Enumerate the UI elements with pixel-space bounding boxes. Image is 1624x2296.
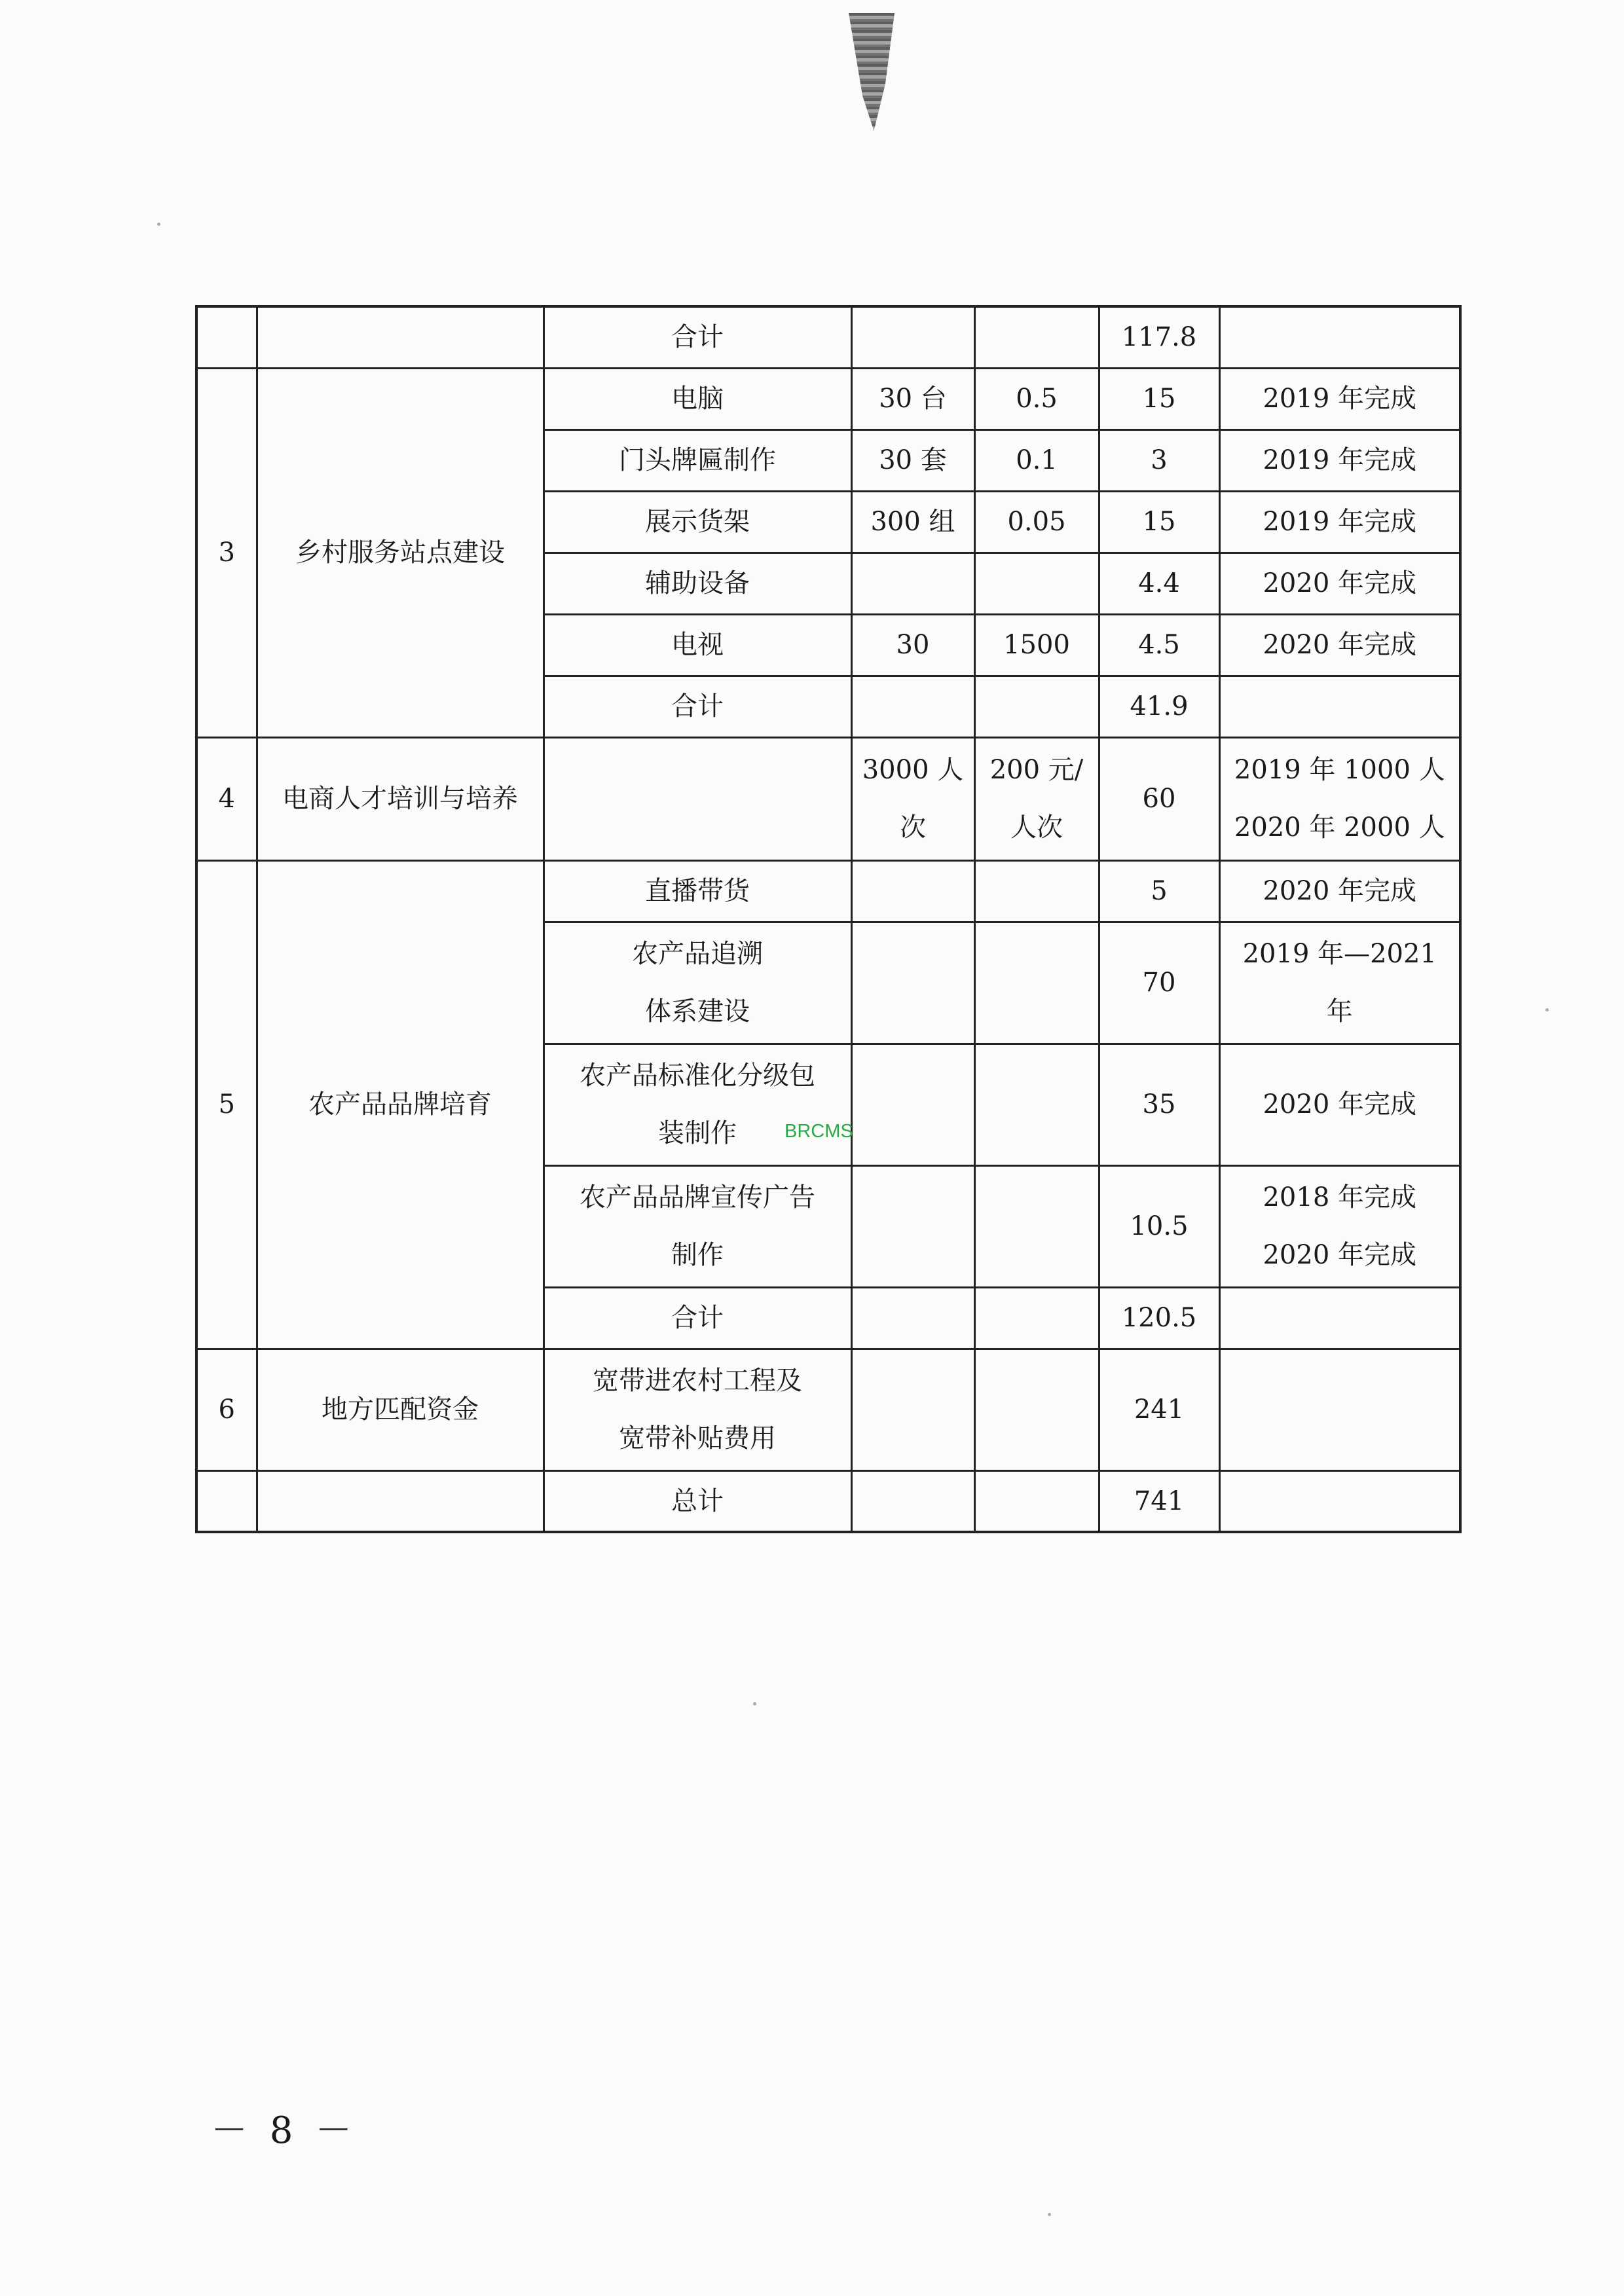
unit-price-cell [974,1470,1099,1532]
row-number-cell [196,306,257,368]
item-cell [544,368,851,429]
item-cell-text: 体系建设 [645,996,750,1027]
note-cell-text: 2018 年完成 [1263,1182,1416,1212]
item-cell-text: 宽带补贴费用 [619,1423,776,1453]
amount-cell-text: 41.9 [1130,691,1189,721]
scan-speck [1545,1008,1549,1011]
amount-cell [1099,922,1219,1044]
note-cell [1219,491,1460,553]
item-cell-text: 农产品标准化分级包 [580,1061,815,1091]
quantity-cell [851,368,974,429]
amount-cell [1099,491,1219,553]
item-cell-text: 制作 [671,1240,724,1270]
item-cell [544,1165,851,1287]
quantity-cell [851,1044,974,1165]
table-row [196,306,1460,368]
item-cell-text: 门头牌匾制作 [619,445,776,475]
unit-price-cell-text: 0.1 [1016,445,1058,475]
item-cell-text: 电视 [671,630,724,660]
table-row [196,1349,1460,1470]
unit-price-cell-text: 0.5 [1016,384,1058,414]
project-name-cell [257,860,544,1349]
row-number-cell-text: 4 [218,784,235,814]
item-cell [544,1044,851,1165]
item-cell-text: 宽带进农村工程及 [593,1366,802,1396]
project-name-cell-text: 农产品品牌培育 [308,1089,492,1120]
quantity-cell [851,614,974,676]
amount-cell [1099,368,1219,429]
note-cell [1219,1287,1460,1349]
amount-cell-text: 241 [1134,1394,1185,1425]
table-row [196,860,1460,922]
unit-price-cell [974,1287,1099,1349]
amount-cell-text: 741 [1134,1485,1185,1516]
note-cell [1219,860,1460,922]
project-name-cell-text: 乡村服务站点建设 [295,538,505,568]
amount-cell [1099,676,1219,737]
amount-cell-text: 15 [1142,384,1176,414]
scan-speck [1048,2213,1051,2216]
item-cell [544,860,851,922]
quantity-cell [851,553,974,614]
scan-speck [157,223,160,226]
unit-price-cell [974,368,1099,429]
amount-cell-text: 120.5 [1121,1303,1197,1333]
table-row [196,737,1460,860]
scan-speck [753,1702,756,1705]
note-cell [1219,1470,1460,1532]
scan-artifact [849,13,895,131]
note-cell [1219,306,1460,368]
quantity-cell-text: 30 台 [879,384,947,414]
note-cell-text: 年 [1326,996,1353,1027]
amount-cell-text: 4.4 [1138,568,1180,598]
item-cell-text: 展示货架 [645,507,750,537]
quantity-cell [851,737,974,860]
unit-price-cell [974,1044,1099,1165]
row-number-cell-text: 5 [218,1089,235,1120]
project-name-cell [257,737,544,860]
quantity-cell [851,1349,974,1470]
note-cell-text: 2019 年完成 [1263,384,1416,414]
unit-price-cell [974,922,1099,1044]
table-row [196,368,1460,429]
amount-cell [1099,614,1219,676]
unit-price-cell-text: 1500 [1003,630,1070,660]
unit-price-cell-text: 0.05 [1007,507,1066,537]
note-cell [1219,1349,1460,1470]
item-cell-text: 合计 [671,1303,724,1333]
item-cell-text: 电脑 [671,384,724,414]
item-cell-text: 辅助设备 [645,568,750,598]
item-cell-text: 装制作 [658,1118,737,1148]
amount-cell-text: 4.5 [1138,630,1180,660]
quantity-cell [851,306,974,368]
quantity-cell-text: 300 组 [870,507,955,537]
note-cell [1219,553,1460,614]
unit-price-cell [974,1165,1099,1287]
budget-table [195,305,1462,1533]
quantity-cell [851,860,974,922]
note-cell [1219,737,1460,860]
amount-cell-text: 60 [1142,784,1176,814]
row-number-cell [196,1349,257,1470]
amount-cell [1099,306,1219,368]
row-number-cell-text: 3 [218,538,235,568]
amount-cell [1099,1349,1219,1470]
quantity-cell [851,1470,974,1532]
item-cell-text: 合计 [671,322,724,353]
unit-price-cell [974,860,1099,922]
note-cell-text: 2019 年完成 [1263,445,1416,475]
item-cell [544,676,851,737]
amount-cell-text: 117.8 [1121,322,1197,353]
note-cell-text: 2019 年完成 [1263,507,1416,537]
unit-price-cell-text: 200 元/ [989,755,1084,785]
note-cell-text: 2020 年完成 [1263,876,1416,906]
quantity-cell [851,491,974,553]
project-name-cell [257,368,544,737]
row-number-cell [196,1470,257,1532]
project-name-cell [257,1349,544,1470]
quantity-cell-text: 次 [900,812,926,843]
quantity-cell [851,429,974,491]
note-cell-text: 2020 年完成 [1263,1089,1416,1120]
unit-price-cell [974,491,1099,553]
project-name-cell-text: 电商人才培训与培养 [282,784,518,814]
amount-cell-text: 70 [1142,968,1176,998]
item-cell-text: 农产品品牌宣传广告 [580,1182,815,1212]
quantity-cell [851,1287,974,1349]
note-cell [1219,1165,1460,1287]
quantity-cell [851,922,974,1044]
project-name-cell-text: 地方匹配资金 [322,1394,479,1425]
row-number-cell [196,737,257,860]
row-number-cell [196,860,257,1349]
row-number-cell-text: 6 [218,1394,235,1425]
page-number: － 8 － [211,2109,358,2152]
table-row [196,1470,1460,1532]
item-cell [544,429,851,491]
note-cell [1219,429,1460,491]
unit-price-cell [974,306,1099,368]
note-cell [1219,368,1460,429]
note-cell-text: 2020 年完成 [1263,1240,1416,1270]
item-cell-text: 直播带货 [645,876,750,906]
unit-price-cell [974,1349,1099,1470]
project-name-cell [257,1470,544,1532]
amount-cell-text: 35 [1142,1089,1176,1120]
item-cell [544,1470,851,1532]
item-cell [544,553,851,614]
unit-price-cell-text: 人次 [1010,812,1063,843]
item-cell-text: 总计 [671,1485,724,1516]
item-cell [544,922,851,1044]
amount-cell-text: 15 [1142,507,1176,537]
item-cell [544,1287,851,1349]
note-cell-text: 2020 年完成 [1263,630,1416,660]
unit-price-cell [974,614,1099,676]
unit-price-cell [974,676,1099,737]
quantity-cell-text: 30 [896,630,930,660]
note-cell [1219,676,1460,737]
amount-cell [1099,1470,1219,1532]
note-cell-text: 2019 年 1000 人 [1234,755,1445,785]
amount-cell [1099,1044,1219,1165]
unit-price-cell [974,429,1099,491]
item-cell-text: 合计 [671,691,724,721]
quantity-cell-text: 3000 人 [862,755,964,785]
item-cell [544,491,851,553]
item-cell [544,1349,851,1470]
item-cell [544,306,851,368]
amount-cell [1099,737,1219,860]
quantity-cell-text: 30 套 [879,445,947,475]
watermark: BRCMS [784,1121,853,1142]
amount-cell [1099,1287,1219,1349]
amount-cell-text: 5 [1151,876,1168,906]
amount-cell-text: 10.5 [1130,1211,1189,1241]
amount-cell [1099,1165,1219,1287]
quantity-cell [851,1165,974,1287]
note-cell-text: 2020 年 2000 人 [1234,812,1445,843]
note-cell [1219,922,1460,1044]
item-cell-text: 农产品追溯 [632,939,763,969]
amount-cell [1099,429,1219,491]
unit-price-cell [974,553,1099,614]
quantity-cell [851,676,974,737]
amount-cell-text: 3 [1151,445,1168,475]
unit-price-cell [974,737,1099,860]
amount-cell [1099,860,1219,922]
amount-cell [1099,553,1219,614]
row-number-cell [196,368,257,737]
note-cell [1219,614,1460,676]
item-cell [544,737,851,860]
project-name-cell [257,306,544,368]
note-cell-text: 2019 年—2021 [1242,939,1437,969]
note-cell-text: 2020 年完成 [1263,568,1416,598]
item-cell [544,614,851,676]
note-cell [1219,1044,1460,1165]
